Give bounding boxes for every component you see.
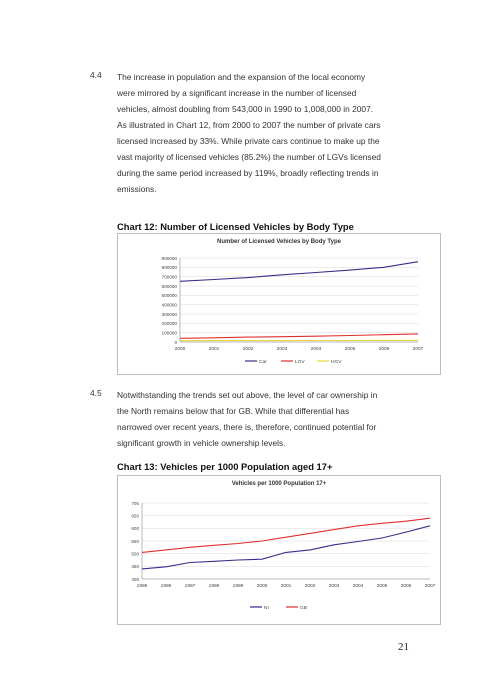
chart-12-heading: Chart 12: Number of Licensed Vehicles by Body Type	[117, 221, 354, 232]
y-tick-label: 400000	[161, 302, 177, 308]
text-line: during the same period increased by 119%, broadly reflecting trends in	[117, 168, 379, 178]
x-tick-label: 2005	[376, 584, 388, 589]
text-line: As illustrated in Chart 12, from 2000 to 2007 the number of private cars	[117, 120, 381, 130]
y-tick-label: 650	[131, 513, 139, 519]
text-line: the North remains below that for GB. While that differential has	[117, 406, 350, 416]
x-tick-label: 2003	[276, 347, 288, 352]
x-tick-label: 2001	[280, 584, 292, 589]
y-tick-label: 900000	[161, 255, 177, 261]
legend-label: LGV	[295, 359, 305, 365]
y-tick-label: 500	[131, 551, 139, 557]
y-tick-label: 700	[131, 500, 139, 506]
x-tick-label: 1999	[232, 584, 244, 589]
text-line: vast majority of licensed vehicles (85.2%) the number of LGVs licensed	[117, 152, 381, 162]
y-tick-label: 400	[131, 576, 139, 582]
text-line: were mirrored by a significant increase in the number of licensed	[117, 88, 357, 98]
chart-12-title: Number of Licensed Vehicles by Body Type	[217, 239, 341, 245]
x-tick-label: 2006	[378, 347, 390, 352]
text-line: vehicles, almost doubling from 543,000 in 1990 to 1,008,000 in 2007.	[117, 104, 374, 114]
y-tick-label: 100000	[161, 330, 177, 336]
x-tick-label: 2002	[242, 347, 254, 352]
x-tick-label: 2000	[256, 584, 268, 589]
chart-13	[117, 475, 441, 625]
series-line-car	[180, 262, 418, 282]
y-tick-label: 300000	[161, 311, 177, 317]
y-tick-label: 200000	[161, 321, 177, 327]
chart-13-plot	[118, 476, 440, 624]
x-tick-label: 2004	[310, 347, 322, 352]
y-tick-label: 500000	[161, 293, 177, 299]
chart-13-title: Vehicles per 1000 Population 17+	[231, 481, 327, 487]
text-line: narrowed over recent years, there is, therefore, continued potential for	[117, 422, 377, 432]
y-tick-label: 550	[131, 538, 139, 544]
chart-12	[117, 233, 441, 375]
y-tick-label: 600	[131, 526, 139, 532]
page-number: 21	[398, 641, 409, 653]
paragraph-number: 4.4	[90, 70, 102, 80]
y-tick-label: 0	[174, 339, 177, 345]
x-tick-label: 2007	[424, 584, 436, 589]
legend-label: HGV	[331, 359, 342, 365]
x-tick-label: 1998	[208, 584, 220, 589]
text-line: The increase in population and the expansion of the local economy	[117, 72, 366, 82]
text-line: Notwithstanding the trends set out above, the level of car ownership in	[117, 390, 378, 400]
legend-label: NI	[264, 605, 269, 611]
text-line: significant growth in vehicle ownership levels.	[117, 438, 286, 448]
x-tick-label: 2001	[208, 347, 220, 352]
text-line: licensed increased by 33%. While private cars continue to make up the	[117, 136, 380, 146]
chart-12-plot	[118, 234, 440, 374]
series-line-gb	[142, 518, 430, 552]
paragraph-4-5	[117, 387, 437, 451]
x-tick-label: 2005	[344, 347, 356, 352]
legend-label: Car	[259, 359, 267, 365]
x-tick-label: 2004	[352, 584, 364, 589]
y-tick-label: 450	[131, 564, 139, 570]
y-tick-label: 700000	[161, 274, 177, 280]
legend-label: GB	[300, 605, 307, 611]
paragraph-number: 4.5	[90, 388, 102, 398]
y-tick-label: 600000	[161, 283, 177, 289]
y-tick-label: 800000	[161, 265, 177, 271]
x-tick-label: 1996	[160, 584, 172, 589]
x-tick-label: 2003	[328, 584, 340, 589]
x-tick-label: 2007	[412, 347, 424, 352]
x-tick-label: 2000	[174, 347, 186, 352]
text-line: emissions.	[117, 184, 157, 194]
paragraph-4-4	[117, 69, 437, 197]
x-tick-label: 2006	[400, 584, 412, 589]
x-tick-label: 1997	[184, 584, 196, 589]
series-line-lgv	[180, 334, 418, 338]
x-tick-label: 1995	[136, 584, 148, 589]
chart-13-heading: Chart 13: Vehicles per 1000 Population aged 17+	[117, 461, 333, 472]
x-tick-label: 2002	[304, 584, 316, 589]
